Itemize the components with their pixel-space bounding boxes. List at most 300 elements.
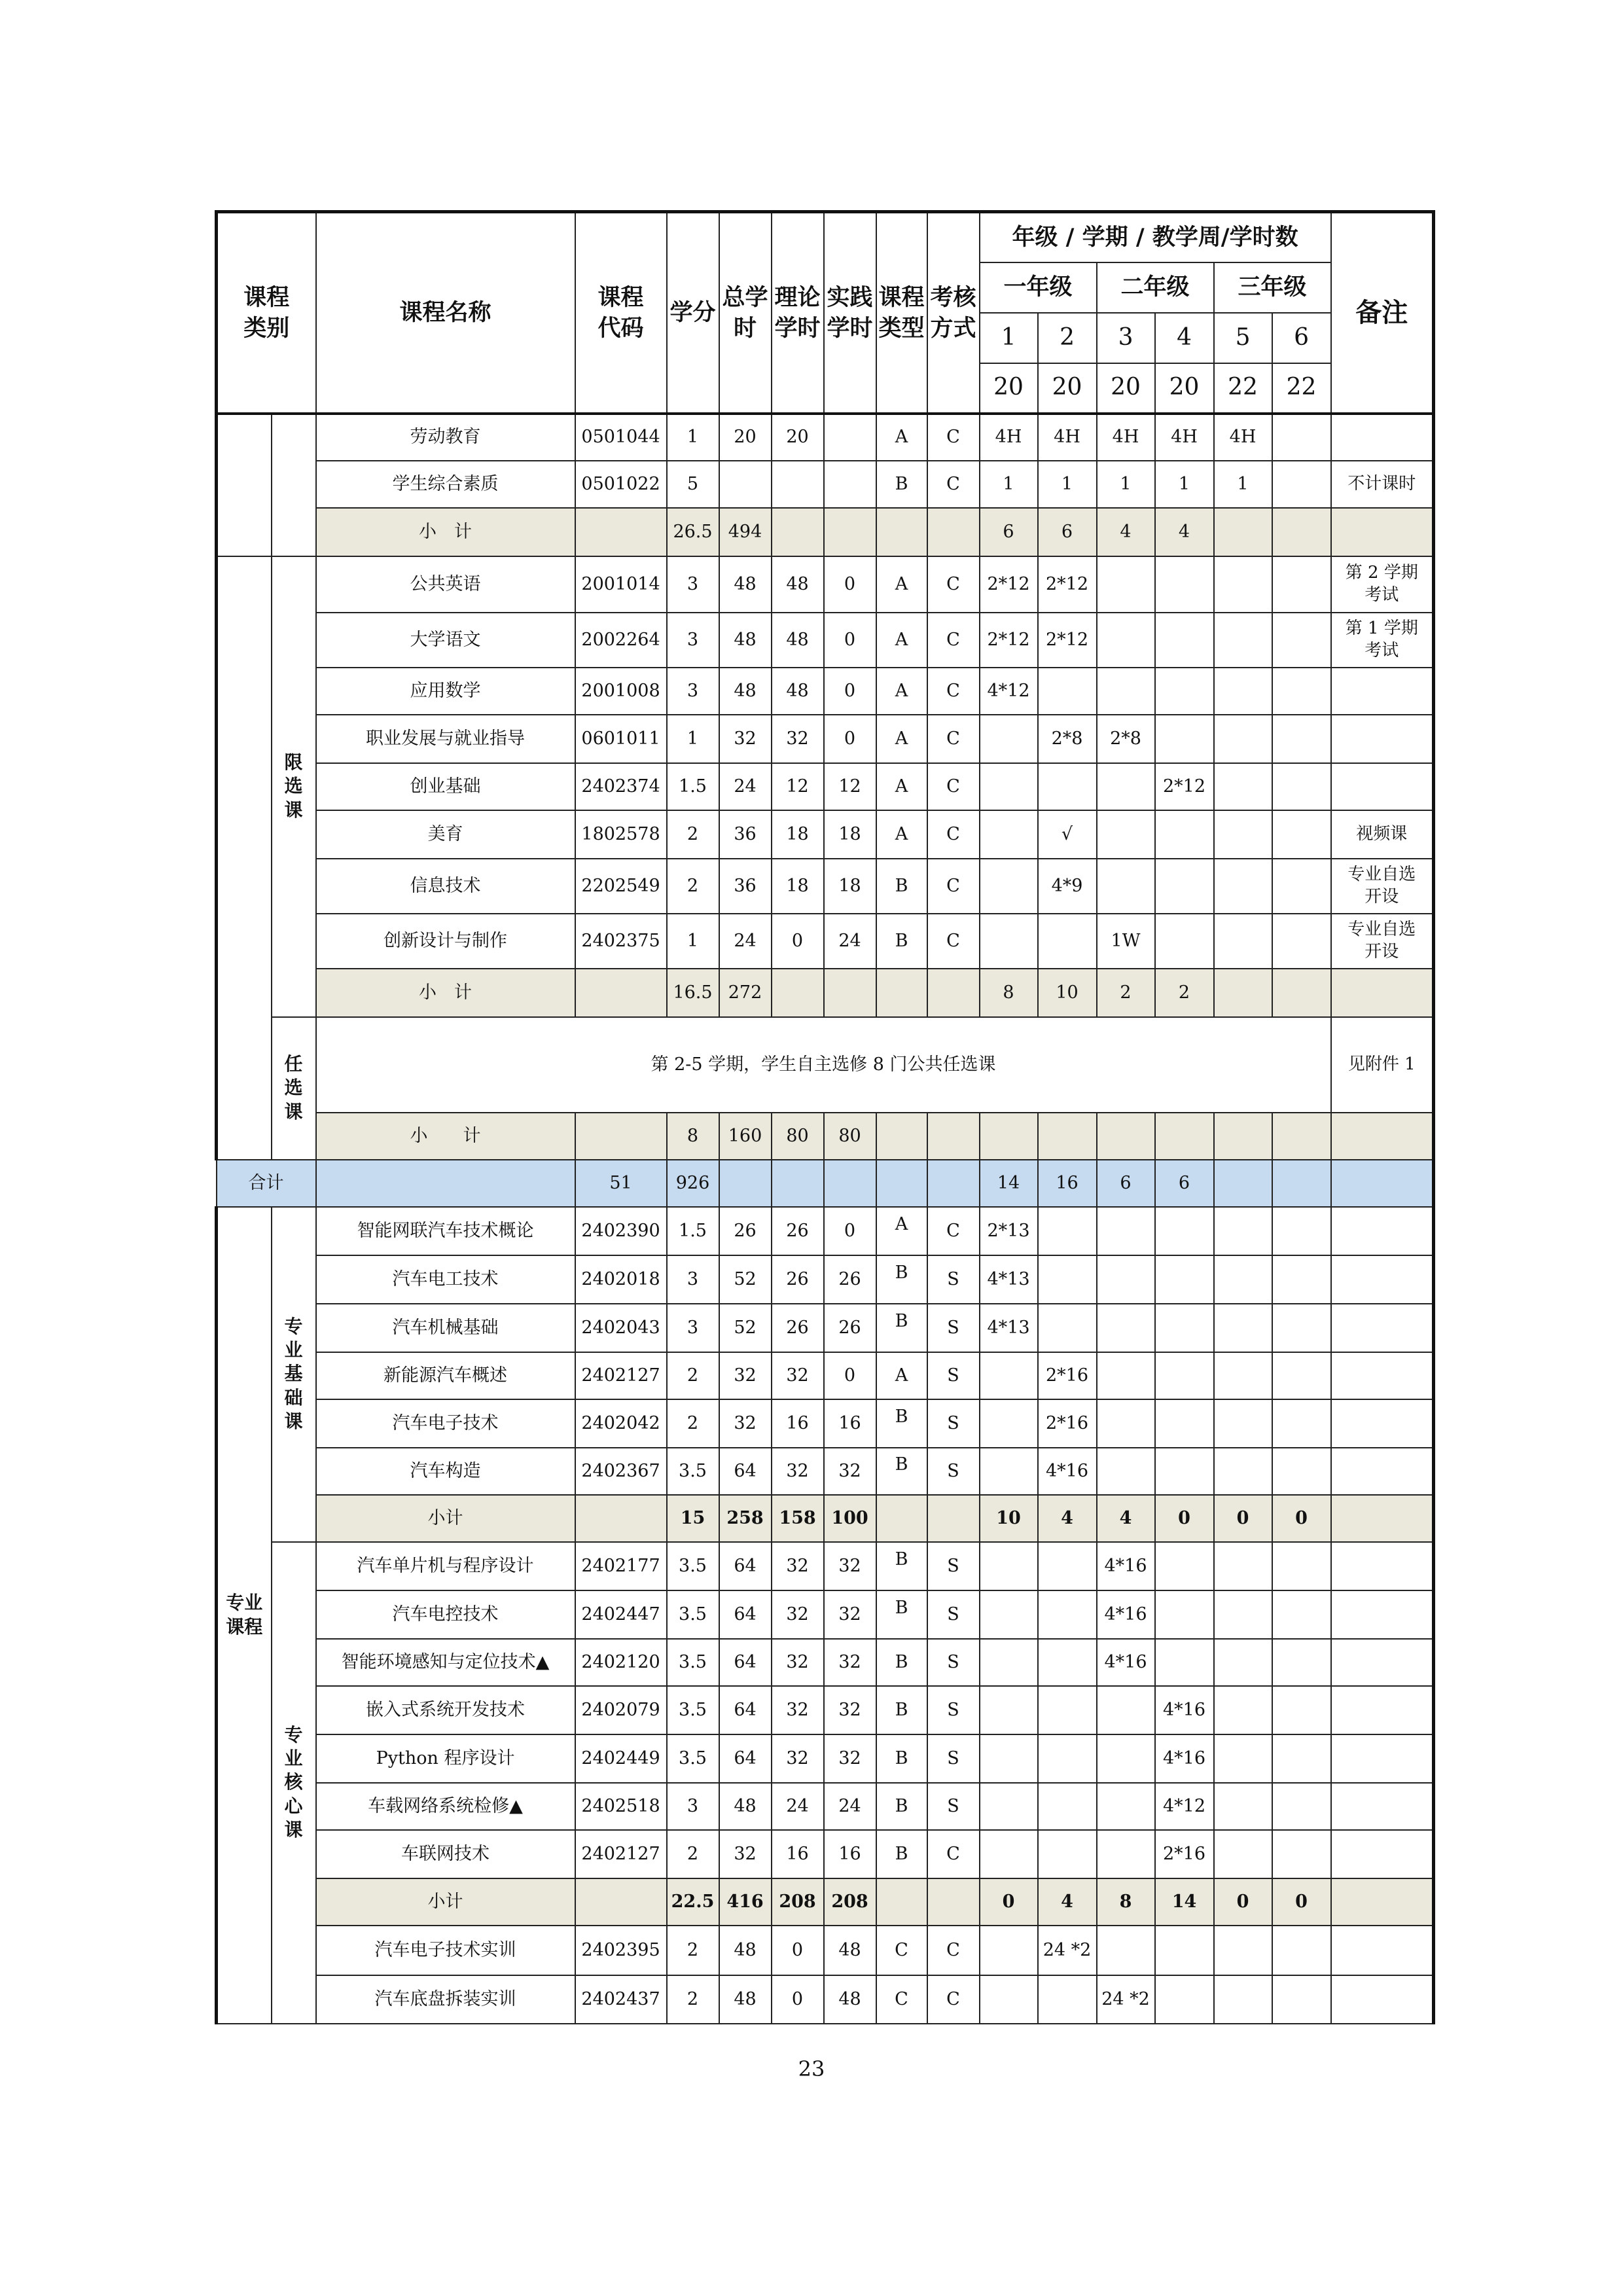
semester-hours-cell bbox=[1038, 1686, 1097, 1734]
empty-cell bbox=[927, 508, 980, 556]
semester-hours-cell bbox=[1214, 1207, 1272, 1255]
semester-hours-cell: 4*13 bbox=[980, 1255, 1038, 1304]
credit-cell: 3 bbox=[667, 1255, 719, 1304]
exam-mode-cell: S bbox=[927, 1304, 980, 1352]
course-name-cell: 信息技术 bbox=[316, 859, 575, 914]
semester-hours-cell bbox=[1272, 1399, 1331, 1448]
semester-hours-cell bbox=[1155, 1639, 1214, 1686]
course-type-cell bbox=[876, 1399, 927, 1448]
subtotal-semester-hours: 0 bbox=[1272, 1878, 1331, 1926]
page-number: 23 bbox=[798, 2056, 825, 2081]
header-weeks: 20 bbox=[1155, 363, 1214, 414]
semester-hours-cell bbox=[1038, 1734, 1097, 1783]
semester-hours-cell bbox=[1214, 1926, 1272, 1975]
remark-cell bbox=[1331, 715, 1434, 763]
total-hours-cell: 48 bbox=[719, 1783, 772, 1830]
semester-hours-cell bbox=[1214, 668, 1272, 715]
semester-hours-cell bbox=[1038, 914, 1097, 969]
course-code-cell: 2402043 bbox=[575, 1304, 667, 1352]
credit-cell: 1 bbox=[667, 715, 719, 763]
semester-hours-cell bbox=[1272, 1639, 1331, 1686]
empty-cell bbox=[1214, 1113, 1272, 1160]
semester-hours-cell bbox=[1097, 1207, 1155, 1255]
practice-hours-cell: 16 bbox=[824, 1399, 876, 1448]
exam-mode-cell: S bbox=[927, 1639, 980, 1686]
course-type-cell bbox=[876, 668, 927, 715]
exam-mode-cell: S bbox=[927, 1352, 980, 1399]
empty-cell bbox=[1038, 1113, 1097, 1160]
course-type-value: C bbox=[895, 1939, 908, 1960]
semester-hours-cell bbox=[1272, 414, 1331, 461]
subtotal-semester-hours bbox=[1214, 969, 1272, 1017]
course-type-value: B bbox=[895, 1406, 908, 1427]
credit-cell: 1 bbox=[667, 914, 719, 969]
remark-cell bbox=[1331, 1304, 1434, 1352]
semester-hours-cell bbox=[1272, 1304, 1331, 1352]
course-type-cell bbox=[876, 1686, 927, 1734]
exam-mode-cell: C bbox=[927, 810, 980, 859]
course-name-cell: 汽车电工技术 bbox=[316, 1255, 575, 1304]
semester-hours-cell bbox=[980, 1975, 1038, 2024]
semester-hours-cell bbox=[980, 1639, 1038, 1686]
table-row bbox=[217, 1734, 1434, 1783]
exam-mode-cell: C bbox=[927, 461, 980, 508]
semester-hours-cell: 2*16 bbox=[1038, 1352, 1097, 1399]
theory-hours-cell: 32 bbox=[772, 1686, 824, 1734]
subtotal-theory-hours bbox=[772, 969, 824, 1017]
course-name-cell: 美育 bbox=[316, 810, 575, 859]
total-hours-cell: 64 bbox=[719, 1448, 772, 1495]
semester-hours-cell bbox=[1272, 810, 1331, 859]
header-course-type: 课程 类型 bbox=[876, 212, 927, 414]
semester-hours-cell bbox=[1038, 1207, 1097, 1255]
semester-hours-cell bbox=[980, 1926, 1038, 1975]
course-code-cell: 2001014 bbox=[575, 556, 667, 613]
semester-hours-cell: 2*16 bbox=[1038, 1399, 1097, 1448]
empty-cell bbox=[876, 969, 927, 1017]
course-type-cell bbox=[876, 1207, 927, 1255]
semester-hours-cell: 2*12 bbox=[980, 556, 1038, 613]
course-name-cell: 汽车构造 bbox=[316, 1448, 575, 1495]
subtotal-semester-hours: 6 bbox=[980, 508, 1038, 556]
total-hours-cell: 48 bbox=[719, 668, 772, 715]
total-hours-cell: 36 bbox=[719, 810, 772, 859]
header-weeks: 22 bbox=[1214, 363, 1272, 414]
header-semester: 5 bbox=[1214, 313, 1272, 363]
empty-cell bbox=[1155, 1113, 1214, 1160]
section-elective-label: 任 选 课 bbox=[272, 1017, 316, 1160]
semester-hours-cell bbox=[1214, 1448, 1272, 1495]
semester-hours-cell: 4H bbox=[1097, 414, 1155, 461]
course-type-cell bbox=[876, 414, 927, 461]
total-hours-cell: 52 bbox=[719, 1255, 772, 1304]
credit-cell: 1 bbox=[667, 414, 719, 461]
table-row bbox=[217, 1495, 1434, 1542]
semester-hours-cell bbox=[1272, 1352, 1331, 1399]
exam-mode-cell: S bbox=[927, 1255, 980, 1304]
semester-hours-cell bbox=[1155, 810, 1214, 859]
subtotal-semester-hours: 2 bbox=[1155, 969, 1214, 1017]
semester-hours-cell bbox=[1038, 1255, 1097, 1304]
semester-hours-cell: 4*16 bbox=[1097, 1639, 1155, 1686]
practice-hours-cell: 0 bbox=[824, 1207, 876, 1255]
theory-hours-cell: 26 bbox=[772, 1304, 824, 1352]
semester-hours-cell bbox=[1214, 1783, 1272, 1830]
credit-cell: 3 bbox=[667, 1783, 719, 1830]
subtotal-credit: 15 bbox=[667, 1495, 719, 1542]
subtotal-semester-hours: 2 bbox=[1097, 969, 1155, 1017]
semester-hours-cell bbox=[1038, 1304, 1097, 1352]
empty-cell bbox=[876, 1160, 927, 1207]
credit-cell: 3 bbox=[667, 613, 719, 668]
theory-hours-cell: 18 bbox=[772, 859, 824, 914]
semester-hours-cell bbox=[980, 1352, 1038, 1399]
total-hours-cell: 24 bbox=[719, 763, 772, 810]
table-row bbox=[217, 1783, 1434, 1830]
course-type-value: B bbox=[895, 1262, 908, 1283]
course-name-cell: 应用数学 bbox=[316, 668, 575, 715]
table-row bbox=[217, 1542, 1434, 1590]
semester-hours-cell: 2*8 bbox=[1038, 715, 1097, 763]
semester-hours-cell bbox=[1097, 1686, 1155, 1734]
total-hours-cell: 64 bbox=[719, 1639, 772, 1686]
semester-hours-cell: 4*16 bbox=[1155, 1686, 1214, 1734]
exam-mode-cell: C bbox=[927, 914, 980, 969]
semester-hours-cell bbox=[1214, 1734, 1272, 1783]
theory-hours-cell: 0 bbox=[772, 1975, 824, 2024]
semester-hours-cell bbox=[1272, 763, 1331, 810]
practice-hours-cell: 32 bbox=[824, 1448, 876, 1495]
empty-cell bbox=[1331, 1495, 1434, 1542]
practice-hours-cell: 24 bbox=[824, 1783, 876, 1830]
subtotal-total-hours: 272 bbox=[719, 969, 772, 1017]
course-name-cell: 汽车电控技术 bbox=[316, 1590, 575, 1639]
theory-hours-cell: 32 bbox=[772, 1590, 824, 1639]
header-schedule: 年级 / 学期 / 教学周/学时数 bbox=[980, 212, 1331, 262]
subtotal-practice-hours: 80 bbox=[824, 1113, 876, 1160]
semester-hours-cell bbox=[1214, 1830, 1272, 1878]
exam-mode-cell: C bbox=[927, 1926, 980, 1975]
total-hours-cell: 64 bbox=[719, 1686, 772, 1734]
semester-hours-cell bbox=[1155, 1304, 1214, 1352]
course-name-cell: 智能网联汽车技术概论 bbox=[316, 1207, 575, 1255]
semester-hours-cell bbox=[1038, 1783, 1097, 1830]
header-semester: 6 bbox=[1272, 313, 1331, 363]
subtotal-total-hours: 160 bbox=[719, 1113, 772, 1160]
semester-hours-cell bbox=[1097, 1830, 1155, 1878]
header-semester: 1 bbox=[980, 313, 1038, 363]
header-practice-hours: 实践 学时 bbox=[824, 212, 876, 414]
category-cell bbox=[217, 414, 272, 556]
semester-hours-cell: 2*16 bbox=[1155, 1830, 1214, 1878]
table-row bbox=[217, 859, 1434, 914]
credit-cell: 2 bbox=[667, 1830, 719, 1878]
subtotal-total-hours: 258 bbox=[719, 1495, 772, 1542]
remark-cell bbox=[1331, 1734, 1434, 1783]
practice-hours-cell: 18 bbox=[824, 859, 876, 914]
remark-cell bbox=[1331, 763, 1434, 810]
semester-hours-cell bbox=[1155, 1352, 1214, 1399]
semester-hours-cell bbox=[980, 1590, 1038, 1639]
subtotal-practice-hours bbox=[824, 969, 876, 1017]
theory-hours-cell: 18 bbox=[772, 810, 824, 859]
course-code-cell: 2402374 bbox=[575, 763, 667, 810]
course-code-cell: 2402120 bbox=[575, 1639, 667, 1686]
credit-cell: 2 bbox=[667, 1399, 719, 1448]
subtotal-credit: 8 bbox=[667, 1113, 719, 1160]
course-type-cell bbox=[876, 1255, 927, 1304]
empty-cell bbox=[824, 1160, 876, 1207]
semester-hours-cell: 4*9 bbox=[1038, 859, 1097, 914]
remark-cell bbox=[1331, 1542, 1434, 1590]
table-row bbox=[217, 613, 1434, 668]
semester-hours-cell bbox=[980, 914, 1038, 969]
total-hours-cell: 32 bbox=[719, 1352, 772, 1399]
semester-hours-cell bbox=[1214, 1686, 1272, 1734]
table-row bbox=[217, 668, 1434, 715]
empty-cell bbox=[575, 1495, 667, 1542]
course-code-cell: 2402127 bbox=[575, 1352, 667, 1399]
semester-hours-cell bbox=[1272, 1975, 1331, 2024]
semester-hours-cell bbox=[1214, 1542, 1272, 1590]
semester-hours-cell: 4*16 bbox=[1038, 1448, 1097, 1495]
course-type-value: A bbox=[895, 823, 908, 844]
empty-cell bbox=[575, 508, 667, 556]
table-row bbox=[217, 1448, 1434, 1495]
remark-cell bbox=[1331, 1352, 1434, 1399]
semester-hours-cell bbox=[1272, 556, 1331, 613]
course-code-cell: 2001008 bbox=[575, 668, 667, 715]
subtotal-semester-hours: 4 bbox=[1097, 1495, 1155, 1542]
theory-hours-cell: 20 bbox=[772, 414, 824, 461]
course-code-cell: 2002264 bbox=[575, 613, 667, 668]
course-name-cell: 大学语文 bbox=[316, 613, 575, 668]
exam-mode-cell: S bbox=[927, 1686, 980, 1734]
course-name-cell: 智能环境感知与定位技术▲ bbox=[316, 1639, 575, 1686]
semester-hours-cell: 2*12 bbox=[1038, 613, 1097, 668]
course-type-value: B bbox=[895, 875, 908, 896]
total-hours-cell: 36 bbox=[719, 859, 772, 914]
major-category-label: 专业 课程 bbox=[217, 1207, 272, 2024]
course-type-cell bbox=[876, 556, 927, 613]
course-code-cell: 2402018 bbox=[575, 1255, 667, 1304]
credit-cell: 2 bbox=[667, 859, 719, 914]
subtotal-semester-hours: 14 bbox=[1155, 1878, 1214, 1926]
empty-cell bbox=[876, 1878, 927, 1926]
practice-hours-cell: 0 bbox=[824, 668, 876, 715]
course-type-cell bbox=[876, 1542, 927, 1590]
semester-hours-cell bbox=[1097, 1734, 1155, 1783]
exam-mode-cell: C bbox=[927, 763, 980, 810]
course-type-value: A bbox=[895, 1213, 908, 1234]
semester-hours-cell: 2*8 bbox=[1097, 715, 1155, 763]
header-remark: 备注 bbox=[1331, 212, 1434, 414]
practice-hours-cell: 16 bbox=[824, 1830, 876, 1878]
semester-hours-cell bbox=[1214, 1590, 1272, 1639]
course-type-value: A bbox=[895, 776, 908, 797]
subtotal-semester-hours: 0 bbox=[1214, 1878, 1272, 1926]
empty-cell bbox=[876, 508, 927, 556]
semester-hours-cell bbox=[1272, 1590, 1331, 1639]
course-type-cell bbox=[876, 1734, 927, 1783]
empty-cell bbox=[1272, 1113, 1331, 1160]
table-row bbox=[217, 1017, 1434, 1113]
subtotal-semester-hours bbox=[1272, 508, 1331, 556]
header-weeks: 20 bbox=[1038, 363, 1097, 414]
semester-hours-cell bbox=[1272, 1830, 1331, 1878]
semester-hours-cell: 4*12 bbox=[1155, 1783, 1214, 1830]
subtotal-semester-hours bbox=[1214, 508, 1272, 556]
course-code-cell: 0501022 bbox=[575, 461, 667, 508]
table-row bbox=[217, 414, 1434, 461]
practice-hours-cell: 48 bbox=[824, 1975, 876, 2024]
course-code-cell: 2402177 bbox=[575, 1542, 667, 1590]
semester-hours-cell: 4H bbox=[1155, 414, 1214, 461]
section-major-core-label: 专 业 核 心 课 bbox=[272, 1542, 316, 2024]
semester-hours-cell bbox=[1214, 1255, 1272, 1304]
remark-cell bbox=[1331, 1590, 1434, 1639]
total-hours-cell: 48 bbox=[719, 613, 772, 668]
total-hours-cell: 52 bbox=[719, 1304, 772, 1352]
course-type-value: A bbox=[895, 427, 908, 448]
course-code-cell: 2402449 bbox=[575, 1734, 667, 1783]
semester-hours-cell bbox=[1272, 1686, 1331, 1734]
theory-hours-cell: 48 bbox=[772, 556, 824, 613]
practice-hours-cell: 24 bbox=[824, 914, 876, 969]
header-exam-mode: 考核 方式 bbox=[927, 212, 980, 414]
practice-hours-cell: 32 bbox=[824, 1639, 876, 1686]
theory-hours-cell: 26 bbox=[772, 1255, 824, 1304]
exam-mode-cell: S bbox=[927, 1399, 980, 1448]
empty-cell bbox=[575, 1878, 667, 1926]
semester-hours-cell bbox=[1038, 668, 1097, 715]
course-name-cell: 嵌入式系统开发技术 bbox=[316, 1686, 575, 1734]
semester-hours-cell bbox=[1097, 1255, 1155, 1304]
credit-cell: 3.5 bbox=[667, 1734, 719, 1783]
subtotal-practice-hours: 208 bbox=[824, 1878, 876, 1926]
table-row bbox=[217, 1926, 1434, 1975]
course-type-cell bbox=[876, 1590, 927, 1639]
semester-hours-cell bbox=[1155, 1207, 1214, 1255]
course-type-value: A bbox=[895, 728, 908, 749]
semester-hours-cell bbox=[1155, 1255, 1214, 1304]
subtotal-total-hours: 494 bbox=[719, 508, 772, 556]
exam-mode-cell: S bbox=[927, 1734, 980, 1783]
subtotal-semester-hours: 6 bbox=[1038, 508, 1097, 556]
practice-hours-cell: 12 bbox=[824, 763, 876, 810]
practice-hours-cell: 32 bbox=[824, 1542, 876, 1590]
credit-cell: 3.5 bbox=[667, 1686, 719, 1734]
course-type-cell bbox=[876, 810, 927, 859]
semester-hours-cell bbox=[1097, 1448, 1155, 1495]
table-row bbox=[217, 1878, 1434, 1926]
semester-hours-cell bbox=[1272, 1783, 1331, 1830]
practice-hours-cell: 26 bbox=[824, 1255, 876, 1304]
course-type-cell bbox=[876, 1783, 927, 1830]
semester-hours-cell: 2*13 bbox=[980, 1207, 1038, 1255]
semester-hours-cell: 1 bbox=[1214, 461, 1272, 508]
table-row bbox=[217, 715, 1434, 763]
table-row bbox=[217, 810, 1434, 859]
semester-hours-cell bbox=[1214, 1639, 1272, 1686]
course-code-cell: 2402518 bbox=[575, 1783, 667, 1830]
total-semester-hours: 16 bbox=[1038, 1160, 1097, 1207]
semester-hours-cell bbox=[1038, 1639, 1097, 1686]
semester-hours-cell bbox=[1155, 613, 1214, 668]
exam-mode-cell: C bbox=[927, 1830, 980, 1878]
semester-hours-cell bbox=[980, 1399, 1038, 1448]
remark-cell: 专业自选 开设 bbox=[1331, 914, 1434, 969]
empty-cell bbox=[1331, 969, 1434, 1017]
remark-cell: 不计课时 bbox=[1331, 461, 1434, 508]
practice-hours-cell: 48 bbox=[824, 1926, 876, 1975]
course-code-cell: 1802578 bbox=[575, 810, 667, 859]
remark-cell bbox=[1331, 668, 1434, 715]
empty-cell bbox=[1331, 508, 1434, 556]
header-course-code: 课程 代码 bbox=[575, 212, 667, 414]
empty-cell bbox=[876, 1113, 927, 1160]
semester-hours-cell bbox=[980, 1448, 1038, 1495]
course-type-cell bbox=[876, 763, 927, 810]
semester-hours-cell bbox=[1214, 1352, 1272, 1399]
subtotal-theory-hours: 80 bbox=[772, 1113, 824, 1160]
subtotal-total-hours: 416 bbox=[719, 1878, 772, 1926]
empty-cell bbox=[927, 1160, 980, 1207]
course-type-value: B bbox=[895, 473, 908, 494]
semester-hours-cell bbox=[1155, 668, 1214, 715]
semester-hours-cell bbox=[1038, 1542, 1097, 1590]
semester-hours-cell: 24 *2 bbox=[1097, 1975, 1155, 2024]
subtotal-practice-hours bbox=[824, 508, 876, 556]
theory-hours-cell: 32 bbox=[772, 1542, 824, 1590]
table-row bbox=[217, 1590, 1434, 1639]
course-code-cell: 2402079 bbox=[575, 1686, 667, 1734]
course-name-cell: 车载网络系统检修▲ bbox=[316, 1783, 575, 1830]
total-label: 合计 bbox=[217, 1160, 316, 1207]
table-row bbox=[217, 1207, 1434, 1255]
remark-cell bbox=[1331, 1975, 1434, 2024]
subtotal-semester-hours: 10 bbox=[980, 1495, 1038, 1542]
semester-hours-cell bbox=[1272, 715, 1331, 763]
semester-hours-cell: 2*12 bbox=[980, 613, 1038, 668]
semester-hours-cell bbox=[980, 1686, 1038, 1734]
semester-hours-cell bbox=[980, 1783, 1038, 1830]
semester-hours-cell: 4H bbox=[1038, 414, 1097, 461]
table-row bbox=[217, 1639, 1434, 1686]
semester-hours-cell: 1 bbox=[1038, 461, 1097, 508]
header-category: 课程 类别 bbox=[217, 212, 316, 414]
course-type-value: B bbox=[895, 1597, 908, 1618]
course-code-cell: 2402367 bbox=[575, 1448, 667, 1495]
theory-hours-cell: 24 bbox=[772, 1783, 824, 1830]
semester-hours-cell: 4H bbox=[980, 414, 1038, 461]
subtotal-semester-hours: 8 bbox=[1097, 1878, 1155, 1926]
course-type-cell bbox=[876, 715, 927, 763]
course-type-cell bbox=[876, 1352, 927, 1399]
remark-cell: 视频课 bbox=[1331, 810, 1434, 859]
exam-mode-cell: C bbox=[927, 613, 980, 668]
course-type-value: B bbox=[895, 930, 908, 951]
subtotal-theory-hours: 208 bbox=[772, 1878, 824, 1926]
practice-hours-cell: 0 bbox=[824, 1352, 876, 1399]
credit-cell: 3 bbox=[667, 1304, 719, 1352]
course-type-cell bbox=[876, 859, 927, 914]
theory-hours-cell: 48 bbox=[772, 613, 824, 668]
table-row bbox=[217, 508, 1434, 556]
practice-hours-cell: 32 bbox=[824, 1734, 876, 1783]
credit-cell: 3 bbox=[667, 668, 719, 715]
course-type-value: A bbox=[895, 680, 908, 701]
